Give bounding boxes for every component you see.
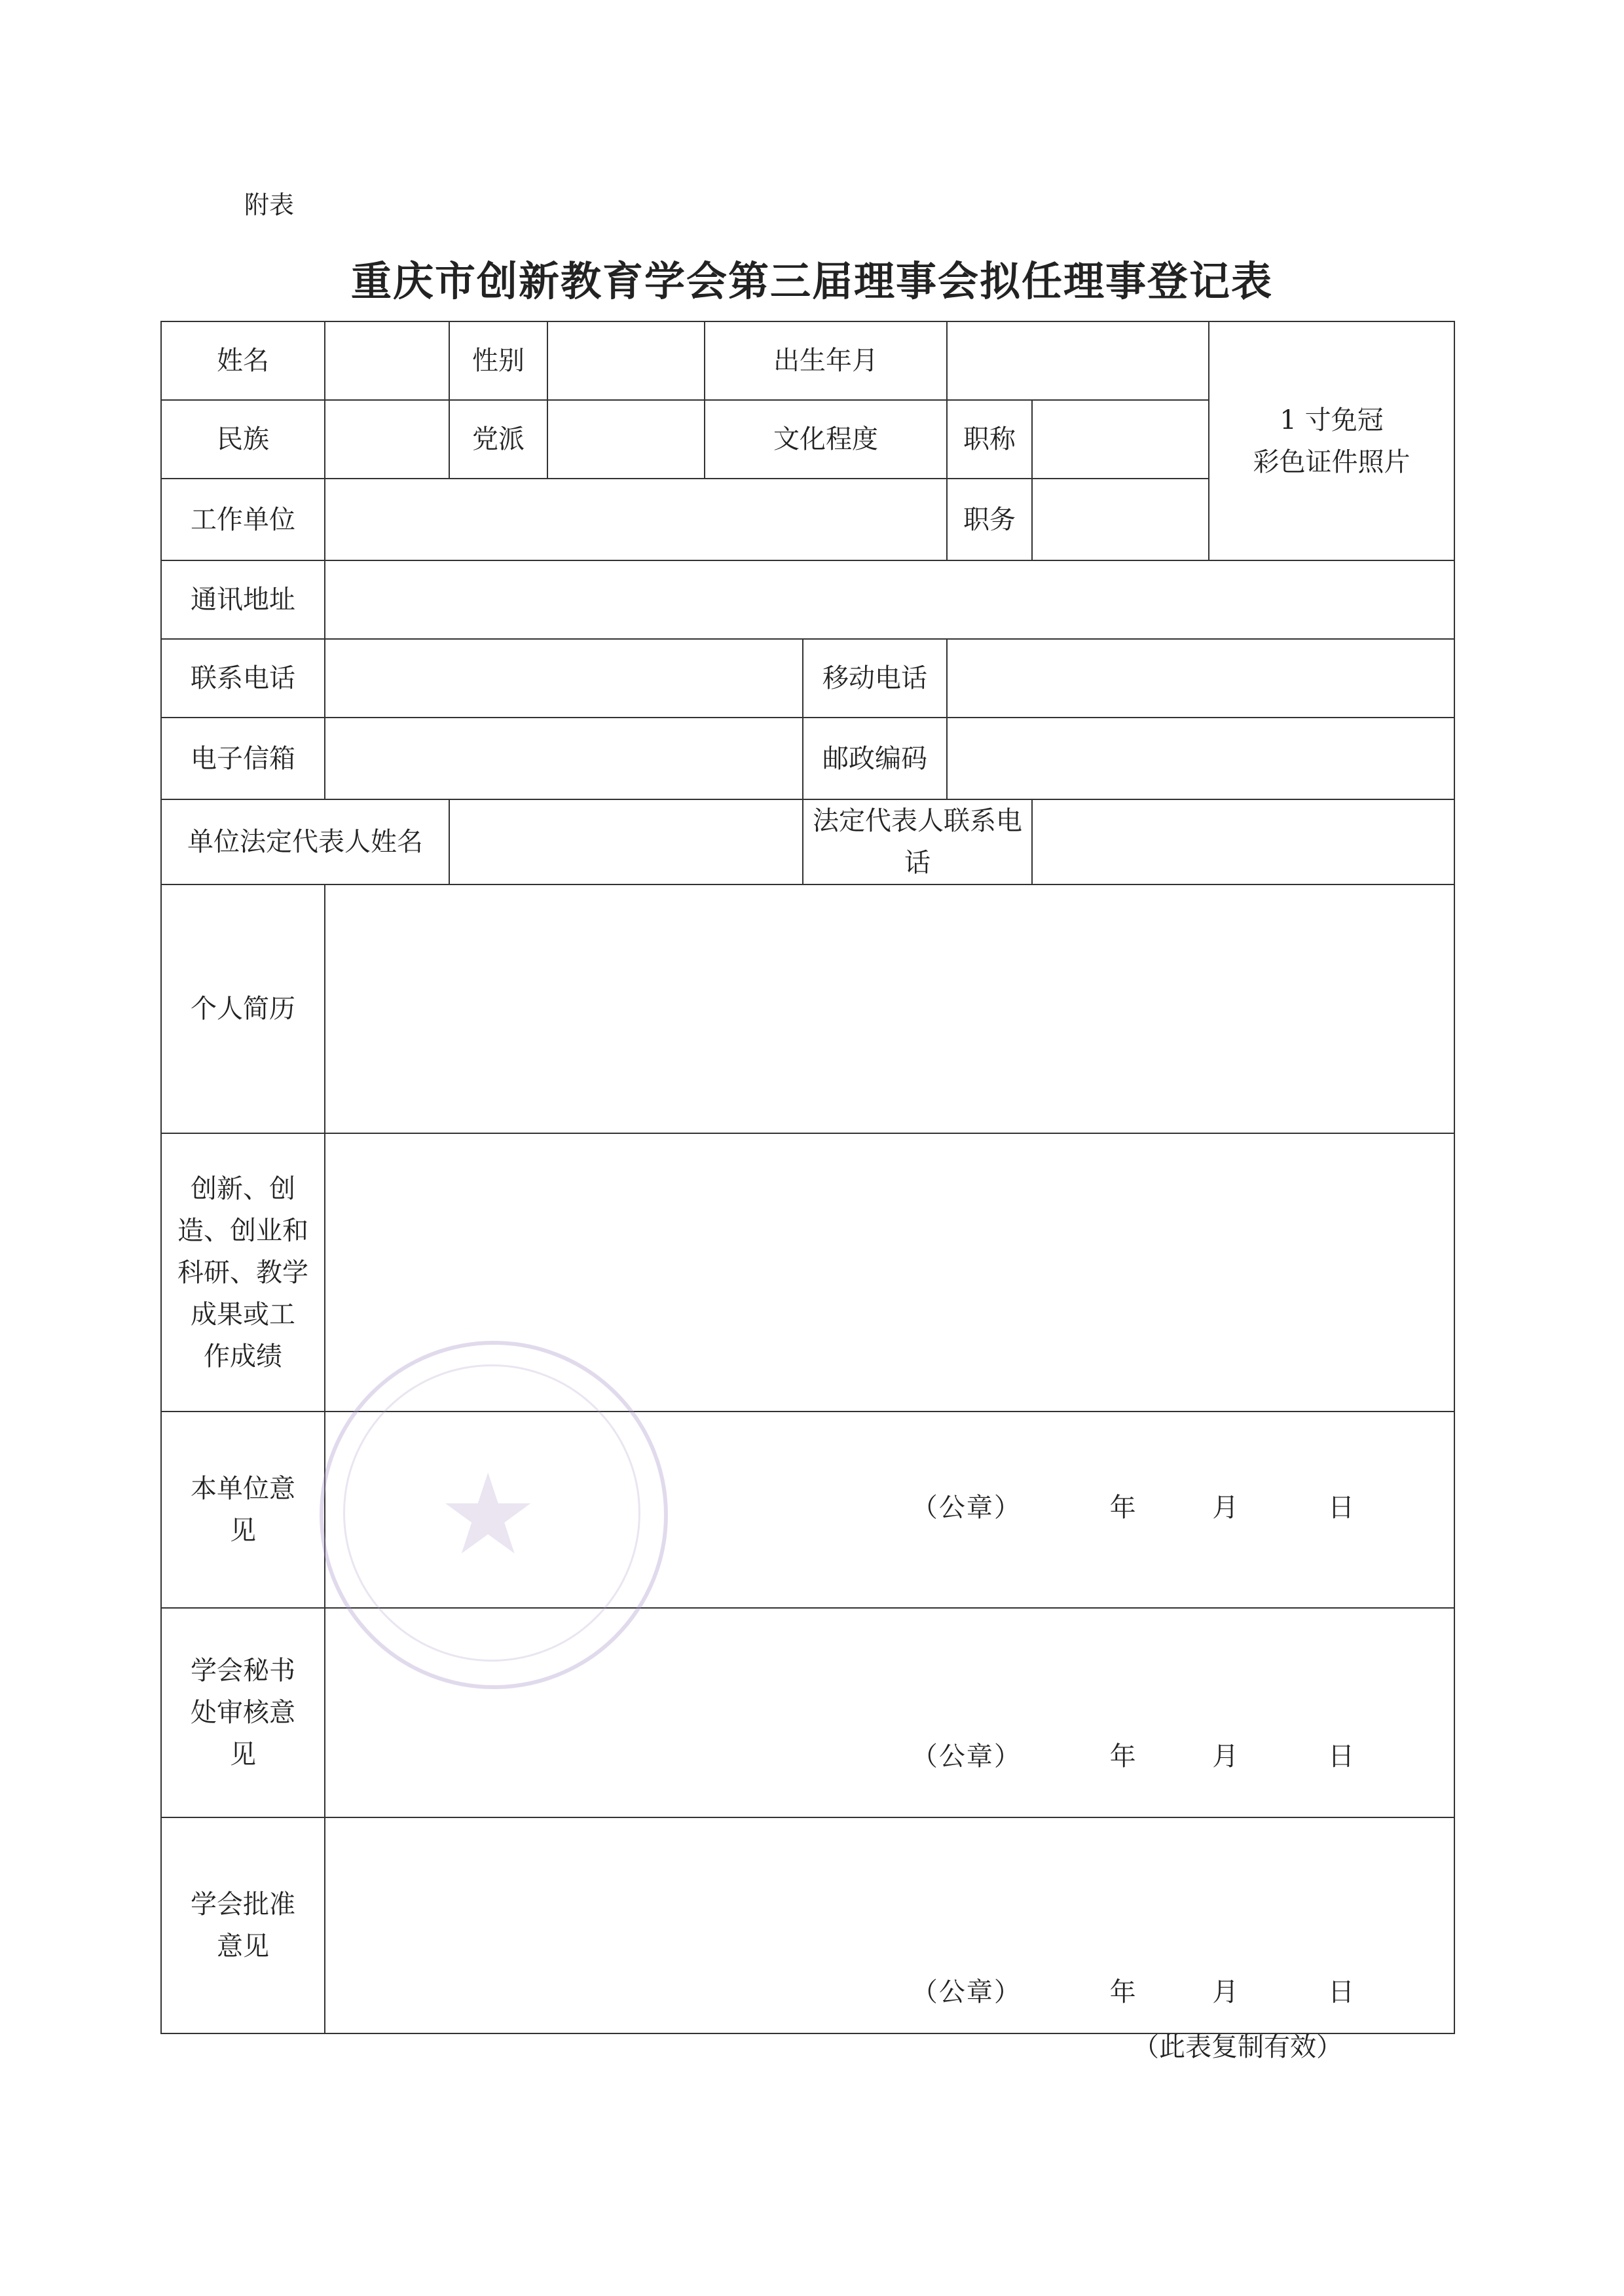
legal-rep-name-field[interactable]: [449, 799, 803, 884]
photo-label-line1: 1 寸免冠: [1280, 405, 1384, 435]
legal-rep-phone-field[interactable]: [1032, 799, 1454, 884]
approval-opinion-label: 学会批准 意见: [161, 1817, 325, 2033]
title-rank-label: 职称: [947, 400, 1032, 479]
address-field[interactable]: [325, 560, 1454, 639]
achievements-label: 创新、创 造、创业和 科研、教学 成果或工 作成绩: [161, 1133, 325, 1412]
phone-label: 联系电话: [161, 639, 325, 718]
secretariat-opinion-label: 学会秘书 处审核意 见: [161, 1608, 325, 1817]
gender-field[interactable]: [547, 321, 705, 400]
birth-label: 出生年月: [705, 321, 947, 400]
secretariat-seal-line: （公章） 年 月 日: [911, 1741, 1356, 1772]
phone-field[interactable]: [325, 639, 803, 718]
workplace-field[interactable]: [325, 479, 947, 560]
attachment-label: 附表: [244, 191, 295, 219]
secretariat-opinion-field[interactable]: [325, 1608, 1454, 1817]
name-field[interactable]: [325, 321, 449, 400]
resume-label: 个人简历: [161, 884, 325, 1133]
approval-opinion-field[interactable]: [325, 1817, 1454, 2033]
photo-box[interactable]: [1209, 321, 1454, 560]
photo-label-line2: 彩色证件照片: [1253, 446, 1411, 477]
party-field[interactable]: [547, 400, 705, 479]
legal-rep-phone-label: 法定代表人联系电话: [803, 799, 1032, 884]
resume-field[interactable]: [325, 884, 1454, 1133]
unit-opinion-field[interactable]: [325, 1412, 1454, 1608]
mobile-label: 移动电话: [803, 639, 947, 718]
email-field[interactable]: [325, 718, 803, 799]
achievements-field[interactable]: [325, 1133, 1454, 1412]
page-title: 重庆市创新教育学会第三届理事会拟任理事登记表: [350, 257, 1273, 305]
title-rank-field[interactable]: [1032, 400, 1209, 479]
star-icon: ★: [438, 1450, 538, 1580]
email-label: 电子信箱: [161, 718, 325, 799]
legal-rep-name-label: 单位法定代表人姓名: [161, 799, 449, 884]
postcode-field[interactable]: [947, 718, 1454, 799]
approval-seal-line: （公章） 年 月 日: [911, 1977, 1356, 2007]
mobile-field[interactable]: [947, 639, 1454, 718]
ethnicity-field[interactable]: [325, 400, 449, 479]
party-label: 党派: [449, 400, 547, 479]
workplace-label: 工作单位: [161, 479, 325, 560]
postcode-label: 邮政编码: [803, 718, 947, 799]
unit-opinion-label: 本单位意 见: [161, 1412, 325, 1608]
address-label: 通讯地址: [161, 560, 325, 639]
name-label: 姓名: [161, 321, 325, 400]
registration-form: [160, 321, 1455, 2034]
ethnicity-label: 民族: [161, 400, 325, 479]
unit-opinion-seal-line: （公章） 年 月 日: [911, 1493, 1356, 1523]
education-label: 文化程度: [705, 400, 947, 479]
position-label: 职务: [947, 479, 1032, 560]
birth-field[interactable]: [947, 321, 1209, 400]
gender-label: 性别: [449, 321, 547, 400]
position-field[interactable]: [1032, 479, 1209, 560]
footer-note: （此表复制有效）: [1133, 2032, 1342, 2062]
